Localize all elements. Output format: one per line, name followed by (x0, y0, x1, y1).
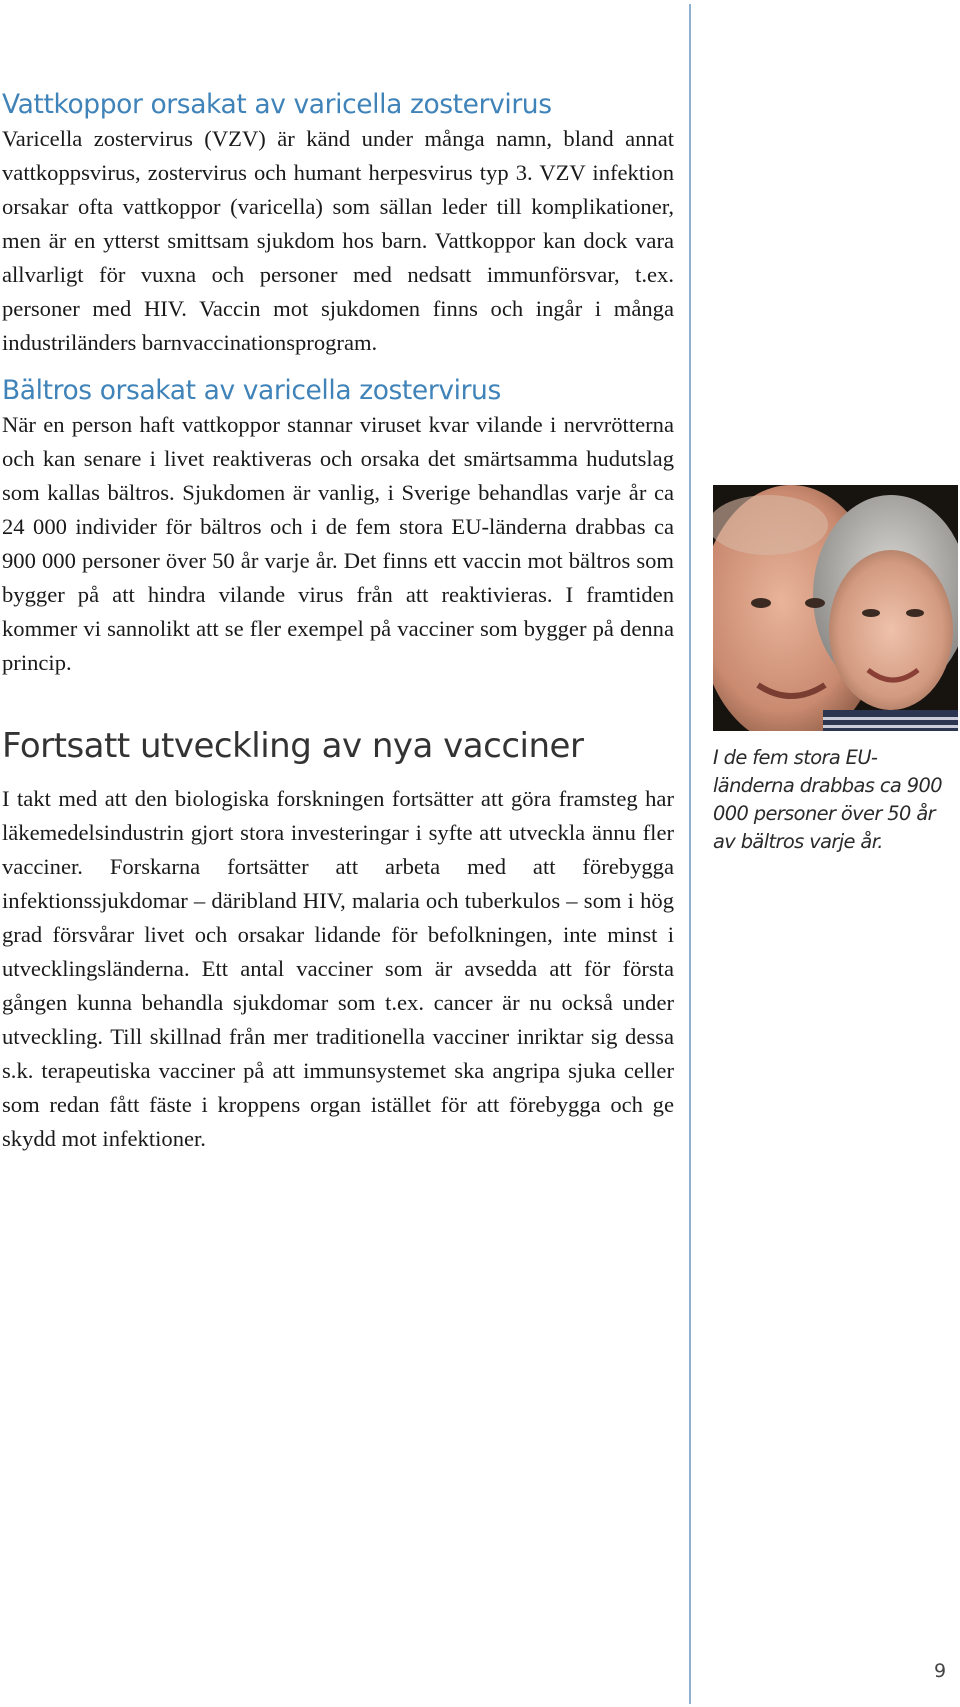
page-number: 9 (934, 1660, 947, 1682)
section-body-vattkoppor: Varicella zostervirus (VZV) är känd under många namn, bland annat vattkoppsvirus, zostervirus och humant herpesvirus typ 3. VZV infektion orsakar ofta vattkoppor (varicella) som sällan leder till komplikationer, men är en ytterst smittsam sjukdom hos barn. Vattkoppor kan dock vara allvarligt för vuxna och personer med nedsatt immunförsvar, t.ex. personer med HIV. Vaccin mot sjukdomen finns och ingår i många industriländers barnvaccinationsprogram. (2, 126, 674, 355)
main-column (2, 88, 674, 1156)
section-title-baltros: Bältros orsakat av varicella zostervirus (2, 375, 501, 406)
column-divider (689, 4, 691, 1704)
section-title-fortsatt-utveckling: Fortsatt utveckling av nya vacciner (2, 726, 584, 766)
elderly-couple-photo (713, 485, 958, 731)
photo-caption: I de fem stora EU-länderna drabbas ca 900 000 personer över 50 år av bältros varje år. (713, 746, 942, 853)
section-body-baltros: När en person haft vattkoppor stannar viruset kvar vilande i nervrötterna och kan senare i livet reaktiveras och orsaka det smärtsamma hudutslag som kallas bältros. Sjukdomen är vanlig, i Sverige behandlas varje år ca 24 000 individer för bältros och i de fem stora EU-länderna drabbas ca 900 000 personer över 50 år varje år. Det finns ett vaccin mot bältros som bygger på att hindra vilande virus från att reaktivieras. I framtiden kommer vi sannolikt att se fler exempel på vacciner som bygger på denna princip. (2, 412, 674, 675)
section-body-fortsatt-utveckling: I takt med att den biologiska forskningen fortsätter att göra framsteg har läkemedelsindustrin gjort stora investeringar i syfte att utveckla ännu fler vacciner. Forskarna fortsätter att arbeta med att förebygga infektionssjukdomar – däribland HIV, malaria och tuberkulos – som i hög grad försvårar livet och orsakar lidande för befolkningen, inte minst i utvecklingsländerna. Ett antal vacciner som är avsedda att för första gången kunna behandla sjukdomar som t.ex. cancer är nu också under utveckling. Till skillnad från mer traditionella vacciner inriktar sig dessa s.k. terapeutiska vacciner på att immunsystemet ska angripa sjuka celler som redan fått fäste i kroppens organ istället för att förebygga och ge skydd mot infektioner. (2, 786, 674, 1151)
section-title-vattkoppor: Vattkoppor orsakat av varicella zostervirus (2, 89, 552, 120)
